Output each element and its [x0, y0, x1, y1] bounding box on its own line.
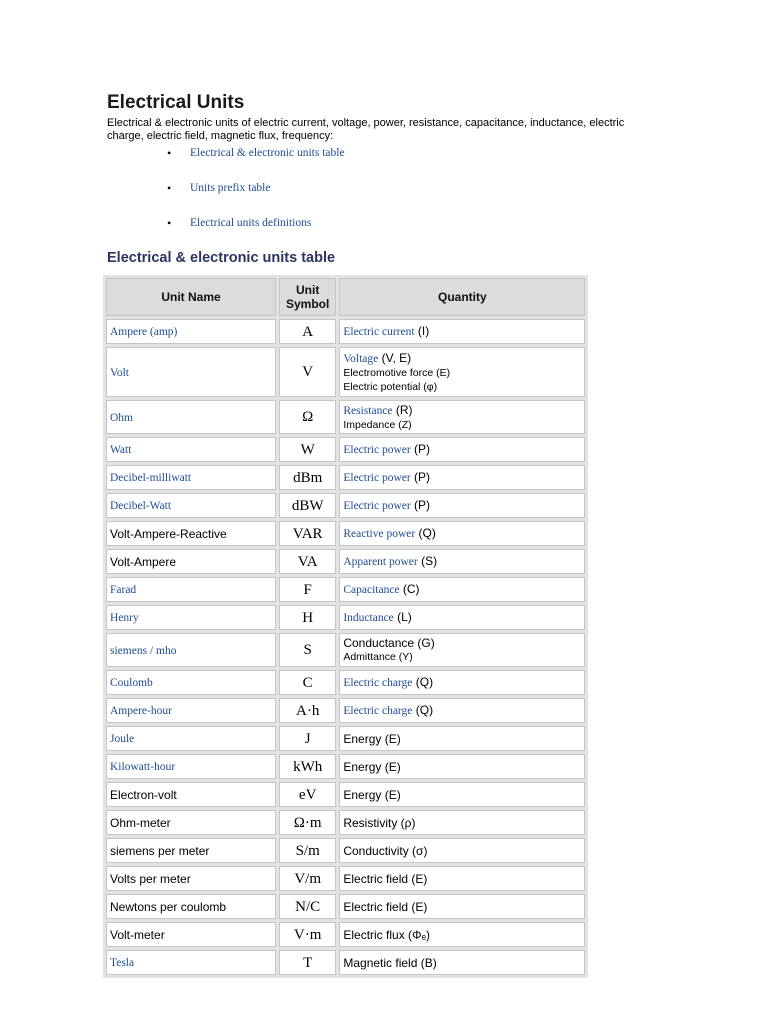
quantity-subline: Admittance (Y)	[343, 651, 413, 663]
cell-quantity	[339, 605, 585, 630]
cell-unit-symbol: S	[279, 633, 336, 667]
cell-quantity	[339, 670, 585, 695]
cell-unit-name: Ohm-meter	[106, 810, 276, 835]
bullet-icon: •	[167, 181, 172, 195]
cell-unit-symbol: dBm	[279, 465, 336, 490]
quantity-subline: Electric potential (φ)	[343, 380, 438, 393]
cell-quantity	[339, 437, 585, 462]
cell-unit-name	[106, 726, 276, 751]
unit-name-link[interactable]: Decibel-Watt	[110, 500, 172, 512]
table-row	[106, 400, 585, 434]
quantity-main: Voltage (V, E)	[343, 350, 412, 365]
table-row	[106, 549, 585, 574]
cell-unit-name	[106, 670, 276, 695]
table-row	[106, 950, 585, 975]
table-row	[106, 577, 585, 602]
quantity-main: Electric charge (Q)	[343, 703, 434, 717]
cell-quantity	[339, 950, 585, 975]
cell-unit-symbol: kWh	[279, 754, 336, 779]
quantity-link[interactable]: Electric power	[343, 500, 411, 512]
unit-name-link[interactable]: Ampere (amp)	[110, 326, 178, 338]
cell-quantity	[339, 400, 585, 434]
cell-unit-symbol: eV	[279, 782, 336, 807]
table-row	[106, 838, 585, 863]
table-of-contents	[167, 146, 727, 251]
cell-quantity	[339, 465, 585, 490]
table-row	[106, 810, 585, 835]
cell-quantity	[339, 754, 585, 779]
quantity-main: Inductance (L)	[343, 610, 412, 624]
cell-unit-name	[106, 698, 276, 723]
cell-unit-name	[106, 754, 276, 779]
cell-unit-symbol: H	[279, 605, 336, 630]
quantity-link[interactable]: Electric current	[343, 326, 415, 338]
unit-name-link[interactable]: Henry	[110, 612, 139, 624]
cell-quantity	[339, 866, 585, 891]
cell-unit-name: Volt-meter	[106, 922, 276, 947]
toc-item	[167, 216, 727, 251]
cell-unit-symbol: W	[279, 437, 336, 462]
unit-name-link[interactable]: Ampere-hour	[110, 705, 172, 717]
quantity-main: Capacitance (C)	[343, 582, 420, 596]
quantity-main: Conductance (G)	[343, 636, 435, 650]
table-row	[106, 319, 585, 344]
cell-quantity	[339, 633, 585, 667]
cell-unit-symbol: V·m	[279, 922, 336, 947]
table-row	[106, 521, 585, 546]
bullet-icon: •	[167, 146, 172, 160]
quantity-link[interactable]: Electric power	[343, 472, 411, 484]
units-table	[103, 275, 588, 978]
cell-quantity	[339, 782, 585, 807]
quantity-subline: Electromotive force (E)	[343, 366, 451, 379]
cell-unit-name: siemens per meter	[106, 838, 276, 863]
quantity-main: Resistivity (ρ)	[343, 815, 416, 830]
table-row	[106, 437, 585, 462]
table-row	[106, 866, 585, 891]
cell-unit-symbol: V	[279, 347, 336, 397]
unit-name-link[interactable]: Tesla	[110, 957, 135, 969]
cell-unit-symbol: J	[279, 726, 336, 751]
cell-unit-name	[106, 347, 276, 397]
cell-unit-name: Electron-volt	[106, 782, 276, 807]
quantity-link[interactable]: Electric power	[343, 444, 411, 456]
toc-link-units-table[interactable]: Electrical & electronic units table	[190, 147, 345, 159]
cell-unit-name	[106, 633, 276, 667]
table-row	[106, 670, 585, 695]
cell-quantity	[339, 493, 585, 518]
table-row	[106, 605, 585, 630]
quantity-link[interactable]: Apparent power	[343, 556, 418, 568]
unit-name-link[interactable]: siemens / mho	[110, 644, 177, 657]
unit-name-link[interactable]: Farad	[110, 584, 137, 596]
quantity-link[interactable]: Voltage	[343, 352, 379, 365]
bullet-icon: •	[167, 216, 172, 230]
cell-quantity	[339, 347, 585, 397]
cell-unit-name: Newtons per coulomb	[106, 894, 276, 919]
quantity-link[interactable]: Reactive power	[343, 528, 416, 540]
cell-unit-symbol: VAR	[279, 521, 336, 546]
table-row	[106, 922, 585, 947]
quantity-main: Electric field (E)	[343, 871, 428, 886]
cell-unit-name	[106, 605, 276, 630]
toc-link-definitions[interactable]: Electrical units definitions	[190, 217, 312, 229]
quantity-main: Electric power (P)	[343, 498, 431, 512]
header-symbol-line1: Unit	[296, 283, 320, 297]
cell-unit-name	[106, 400, 276, 434]
unit-name-link[interactable]: Volt	[110, 366, 129, 379]
cell-quantity	[339, 549, 585, 574]
cell-unit-symbol: S/m	[279, 838, 336, 863]
cell-unit-name	[106, 319, 276, 344]
cell-quantity	[339, 319, 585, 344]
quantity-main: Energy (E)	[343, 759, 401, 774]
table-row	[106, 633, 585, 667]
unit-name-link[interactable]: Joule	[110, 733, 135, 745]
cell-unit-name	[106, 950, 276, 975]
cell-quantity	[339, 698, 585, 723]
page-title: Electrical Units	[107, 92, 245, 113]
quantity-main: Apparent power (S)	[343, 554, 438, 568]
cell-quantity	[339, 726, 585, 751]
cell-quantity	[339, 521, 585, 546]
intro-paragraph: Electrical & electronic units of electric current, voltage, power, resistance, capacitance, inductance, electric charge, electric field, magnetic flux, frequency:	[107, 117, 625, 142]
cell-unit-name: Volt-Ampere	[106, 549, 276, 574]
cell-unit-name	[106, 465, 276, 490]
cell-quantity	[339, 894, 585, 919]
table-body	[106, 319, 585, 975]
quantity-link[interactable]: Capacitance	[343, 584, 400, 596]
cell-quantity	[339, 810, 585, 835]
table-header-row	[106, 278, 585, 316]
quantity-link[interactable]: Inductance	[343, 612, 394, 624]
unit-name-link[interactable]: Ohm	[110, 411, 133, 424]
cell-unit-name: Volt-Ampere-Reactive	[106, 521, 276, 546]
quantity-main: Conductivity (σ)	[343, 843, 428, 858]
unit-name-link[interactable]: Watt	[110, 444, 132, 456]
cell-unit-symbol: Ω·m	[279, 810, 336, 835]
cell-unit-symbol: C	[279, 670, 336, 695]
header-unit-symbol	[279, 278, 336, 316]
table-row	[106, 754, 585, 779]
cell-unit-symbol: V/m	[279, 866, 336, 891]
quantity-main: Energy (E)	[343, 787, 401, 802]
header-quantity: Quantity	[339, 278, 585, 316]
document-page	[107, 92, 667, 978]
quantity-main: Electric flux (Φₑ)	[343, 927, 431, 942]
quantity-main: Electric current (I)	[343, 324, 430, 338]
cell-unit-symbol: N/C	[279, 894, 336, 919]
quantity-subline: Impedance (Z)	[343, 418, 412, 431]
table-row	[106, 493, 585, 518]
cell-unit-symbol: A·h	[279, 698, 336, 723]
cell-quantity	[339, 577, 585, 602]
table-row	[106, 726, 585, 751]
table-row	[106, 465, 585, 490]
cell-unit-symbol: F	[279, 577, 336, 602]
toc-item	[167, 146, 727, 181]
header-unit-name: Unit Name	[106, 278, 276, 316]
cell-unit-symbol: Ω	[279, 400, 336, 434]
quantity-link[interactable]: Electric charge	[343, 677, 413, 689]
unit-name-link[interactable]: Kilowatt-hour	[110, 761, 176, 773]
cell-unit-symbol: A	[279, 319, 336, 344]
table-row	[106, 698, 585, 723]
quantity-main: Electric power (P)	[343, 442, 431, 456]
quantity-main: Electric field (E)	[343, 899, 428, 914]
cell-unit-name	[106, 577, 276, 602]
cell-quantity	[339, 838, 585, 863]
table-row	[106, 782, 585, 807]
table-row	[106, 894, 585, 919]
quantity-main: Reactive power (Q)	[343, 526, 436, 540]
cell-quantity	[339, 922, 585, 947]
unit-name-link[interactable]: Decibel-milliwatt	[110, 472, 192, 484]
header-symbol-line2: Symbol	[286, 297, 330, 311]
cell-unit-name	[106, 437, 276, 462]
toc-item	[167, 181, 727, 216]
quantity-main: Electric charge (Q)	[343, 675, 434, 689]
table-row	[106, 347, 585, 397]
quantity-link[interactable]: Resistance	[343, 404, 393, 417]
cell-unit-symbol: VA	[279, 549, 336, 574]
section-title: Electrical & electronic units table	[107, 250, 336, 266]
cell-unit-name	[106, 493, 276, 518]
quantity-link[interactable]: Electric charge	[343, 705, 413, 717]
cell-unit-symbol: dBW	[279, 493, 336, 518]
cell-unit-name: Volts per meter	[106, 866, 276, 891]
quantity-main: Energy (E)	[343, 731, 401, 746]
cell-unit-symbol: T	[279, 950, 336, 975]
quantity-main: Magnetic field (B)	[343, 955, 437, 970]
toc-link-prefix-table[interactable]: Units prefix table	[190, 182, 271, 194]
quantity-main: Electric power (P)	[343, 470, 431, 484]
unit-name-link[interactable]: Coulomb	[110, 677, 153, 689]
quantity-main: Resistance (R)	[343, 402, 413, 417]
